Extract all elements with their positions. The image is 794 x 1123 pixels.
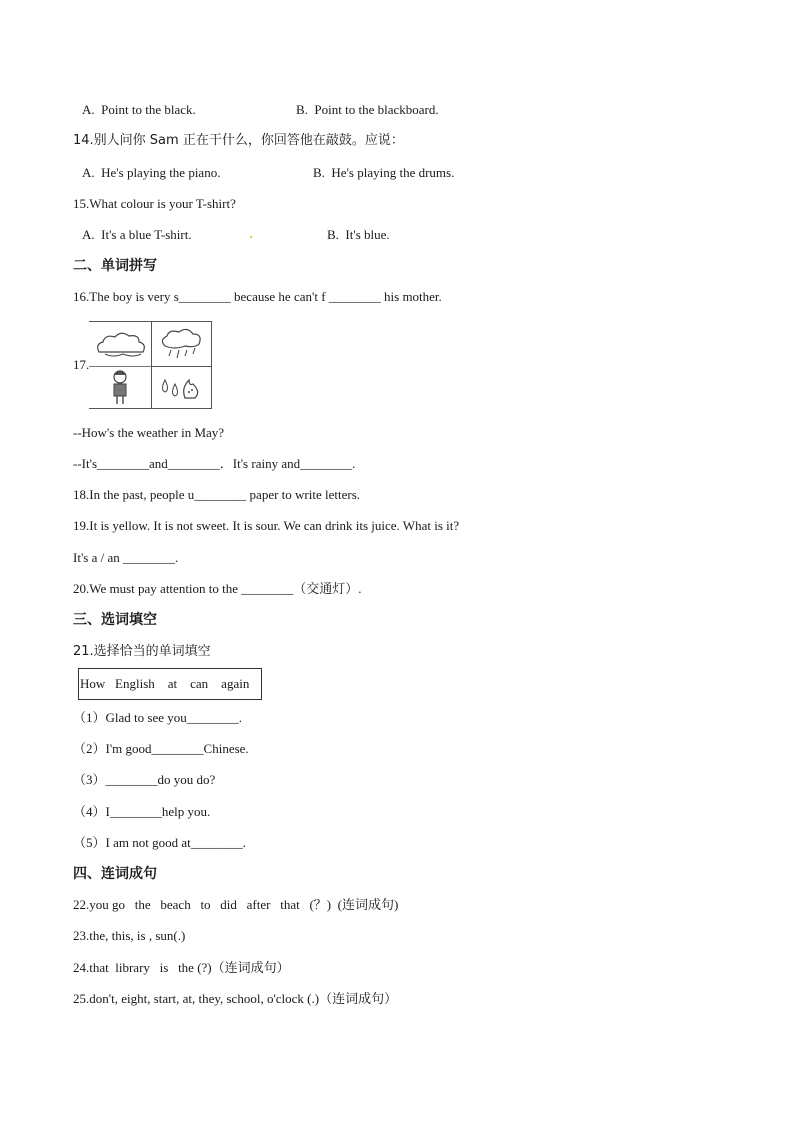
q23-text: 23.the, this, is , sun(.) <box>73 928 186 943</box>
q21-item-3: （3）________do you do? <box>73 772 216 787</box>
q15-question: 15.What colour is your T-shirt? <box>73 196 236 211</box>
q22-text: 22.you go the beach to did after that (？) (连词成句) <box>73 897 399 912</box>
section4-heading: 四、连词成句 <box>73 866 157 882</box>
q13-option-a: A. Point to the black. <box>82 102 196 117</box>
rain-cloud-icon <box>155 326 207 364</box>
q17-question: --How's the weather in May? <box>73 425 225 440</box>
q19-answer: It's a / an ________. <box>73 550 179 565</box>
q24-text: 24.that library is the (?)（连词成句） <box>73 960 290 975</box>
q15-option-b: B. It's blue. <box>327 227 390 242</box>
q14-option-a: A. He's playing the piano. <box>82 165 221 180</box>
weather-picture-grid <box>89 321 212 409</box>
q20-text: 20.We must pay attention to the ________（交通灯）. <box>73 581 362 596</box>
q21-item-2: （2）I'm good________Chinese. <box>73 741 249 756</box>
q18-text: 18.In the past, people u________ paper to write letters. <box>73 487 361 502</box>
q25-text: 25.don't, eight, start, at, they, school, o'clock (.)（连词成句） <box>73 991 398 1006</box>
q21-item-1: （1）Glad to see you________. <box>73 710 242 725</box>
section2-heading: 二、单词拼写 <box>73 258 157 274</box>
q19-text: 19.It is yellow. It is not sweet. It is sour. We can drink its juice. What is it? <box>73 518 460 533</box>
boy-icon <box>105 368 135 406</box>
q17-answer: --It's________and________．It's rainy and________. <box>73 456 356 471</box>
q15-option-a: A. It's a blue T-shirt. <box>82 227 192 242</box>
q21-text: 21.选择恰当的单词填空 <box>73 644 211 659</box>
stray-dot-mark <box>250 236 252 238</box>
q14-question: 14.别人问你 Sam 正在干什么，你回答他在敲鼓。应说： <box>73 133 404 148</box>
q21-item-4: （4）I________help you. <box>73 804 211 819</box>
hot-drops-icon <box>155 370 207 404</box>
q14-option-b: B. He's playing the drums. <box>313 165 455 180</box>
word-bank-box: How English at can again <box>78 668 262 700</box>
cloud-icon <box>93 328 149 360</box>
section3-heading: 三、选词填空 <box>73 612 157 628</box>
q21-item-5: （5）I am not good at________. <box>73 835 246 850</box>
q16-text: 16.The boy is very s________ because he can't f ________ his mother. <box>73 289 442 304</box>
q17-label: 17. <box>73 357 90 372</box>
q13-option-b: B. Point to the blackboard. <box>296 102 439 117</box>
